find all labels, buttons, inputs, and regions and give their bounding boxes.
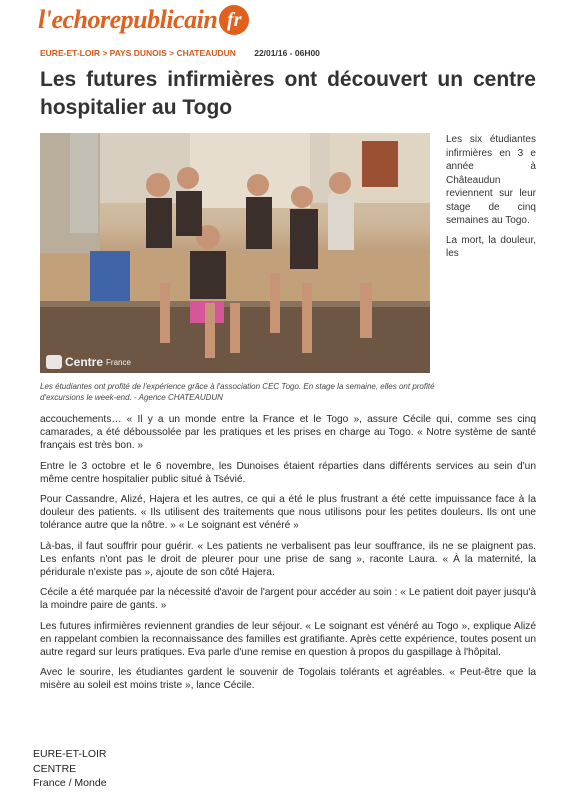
intro-paragraph: Les six étudiantes infirmières en 3 e année à Châteaudun reviennent sur leur stage de cinq semaines au Togo. bbox=[446, 134, 536, 226]
body-paragraph: accouchements… « Il y a un monde entre la France et le Togo », assure Cécile qui, comme ses cinq camarades, a été déboussolée par les pratiques et les prises en charge au Togo. « Notre système de santé français est très bon. » bbox=[40, 414, 536, 452]
photo-credit bbox=[46, 355, 131, 369]
intro-paragraph: La mort, la douleur, les bbox=[446, 234, 536, 259]
logo-wordmark: l'echorepublicain bbox=[38, 5, 218, 34]
credit-suffix: France bbox=[106, 357, 131, 367]
breadcrumb[interactable]: EURE-ET-LOIR > PAYS DUNOIS > CHATEAUDUN bbox=[40, 48, 236, 58]
tag-link[interactable]: CENTRE bbox=[33, 762, 77, 775]
body-paragraph: Pour Cassandre, Alizé, Hajera et les autres, ce qui a été le plus frustrant a été cette impuissance face à la douleur des patients. « Ils utilisent des traitements que nous utilisons pour les petites douleurs. Ils ont une tolérance autre que la nôtre. » « Le soignant est vénéré » bbox=[40, 494, 536, 532]
publish-date: 22/01/16 - 06H00 bbox=[254, 48, 320, 58]
intro-column bbox=[446, 133, 536, 267]
article-body bbox=[40, 413, 536, 700]
article-meta bbox=[40, 48, 320, 58]
article-tags bbox=[33, 747, 107, 791]
article-headline: Les futures infirmières ont découvert un centre hospitalier au Togo bbox=[40, 68, 536, 119]
body-paragraph: Les futures infirmières reviennent grandies de leur séjour. « Le soignant est vénéré au Togo », explique Alizé en rappelant combien la reconnaissance des familles est gratifiante. Après cette expérience, toutes posent un autre regard sur leurs pratiques. Eva parle d'une remise en question à propos du gaspillage à l'hôpital. bbox=[40, 620, 536, 659]
site-logo[interactable] bbox=[38, 2, 249, 38]
body-paragraph: Entre le 3 octobre et le 6 novembre, les Dunoises étaient réparties dans différents services au sein d'un même centre hospitalier public situé à Tsévié. bbox=[40, 460, 536, 485]
photo-caption: Les étudiantes ont profité de l'expérience grâce à l'association CEC Togo. En stage la semaine, elles ont profité d'excursions le week-end. - Agence CHATEAUDUN bbox=[40, 382, 435, 402]
centre-france-logo-icon bbox=[46, 355, 62, 369]
logo-badge: fr bbox=[219, 5, 249, 35]
article-photo bbox=[40, 133, 430, 373]
body-paragraph: Cécile a été marquée par la nécessité d'avoir de l'argent pour accéder au soin : « Le patient doit payer jusqu'à la moindre paire de gants. » bbox=[40, 587, 536, 612]
tag-link[interactable]: France / Monde bbox=[33, 777, 107, 789]
body-paragraph: Avec le sourire, les étudiantes gardent le souvenir de Togolais tolérants et agréables. « Peut-être que la misère au soleil est moins triste », lance Cécile. bbox=[40, 667, 536, 692]
credit-brand: Centre bbox=[65, 355, 104, 369]
body-paragraph: Là-bas, il faut souffrir pour guérir. « Les patients ne verbalisent pas leur souffrance, ils ne se plaignent pas. Les enfants n'ont pas le droit de pleurer pour une prise de sang », raconte Laura. « À la maternité, la péridurale n'existe pas », ajoute de son côté Hajera. bbox=[40, 540, 536, 579]
photo-scene bbox=[40, 133, 430, 373]
tag-link[interactable]: EURE-ET-LOIR bbox=[33, 748, 107, 760]
